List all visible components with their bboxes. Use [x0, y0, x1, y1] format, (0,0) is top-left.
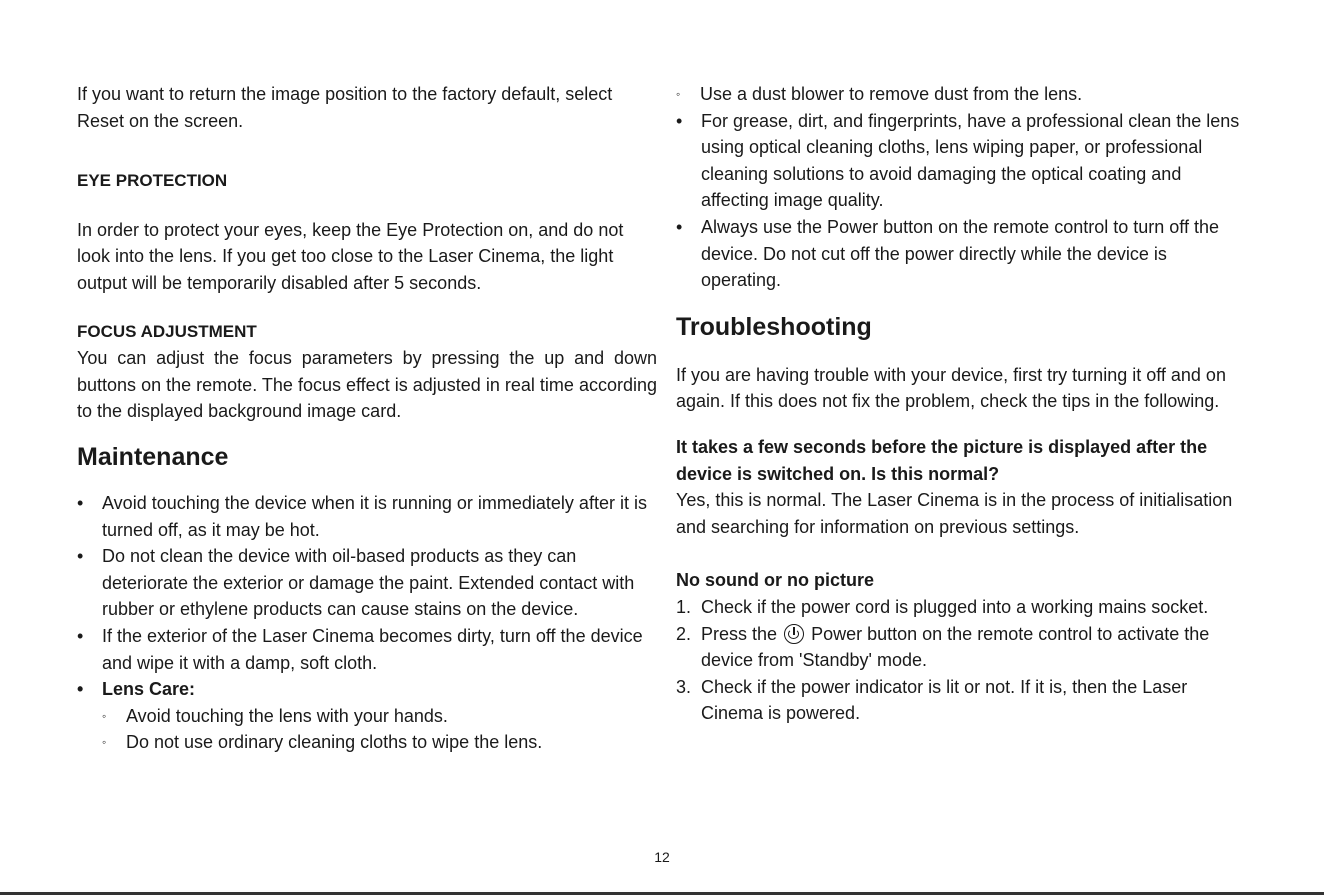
sub-list-item	[77, 703, 657, 730]
step-text: Press the	[701, 623, 778, 644]
sub-list-item	[651, 81, 1246, 108]
sub-bullet-marker: ◦	[676, 87, 681, 101]
intro-paragraph: If you want to return the image position to the factory default, select Reset on the screen.	[77, 84, 613, 131]
step-text: Check if the power cord is plugged into a working mains socket.	[701, 596, 1209, 617]
eye-protection-heading: EYE PROTECTION	[77, 171, 228, 191]
maintenance-list	[77, 490, 657, 703]
lens-care-label: Lens Care:	[102, 679, 196, 700]
no-sound-steps	[676, 594, 1246, 727]
question-startup: It takes a few seconds before the picture is displayed after the device is switched on. Is this normal?	[676, 436, 1208, 484]
list-item-text: Do not clean the device with oil-based products as they can deteriorate the exterior or damage the paint. Extended contact with rubber or ethylene products can cause stains on the device.	[102, 546, 635, 620]
list-item	[77, 623, 657, 676]
sub-list-item	[77, 729, 657, 756]
bullet-marker: •	[676, 110, 683, 131]
lens-care-sublist-continued	[651, 81, 1246, 108]
lens-care-sublist	[77, 703, 657, 756]
list-item	[676, 108, 1246, 214]
list-item	[77, 490, 657, 543]
list-item-text: Do not use ordinary cleaning cloths to wipe the lens.	[126, 732, 543, 753]
right-column	[676, 81, 1246, 727]
step-number: 1.	[676, 596, 692, 617]
step-item	[676, 621, 1246, 674]
list-item-text: Avoid touching the device when it is running or immediately after it is turned off, as it may be hot.	[102, 492, 647, 540]
step-item	[676, 594, 1246, 621]
bullet-marker: •	[77, 546, 84, 567]
power-icon	[784, 624, 804, 644]
step-text: Check if the power indicator is lit or not. If it is, then the Laser Cinema is powered.	[701, 676, 1188, 724]
lens-care-item	[77, 676, 657, 703]
list-item-text: For grease, dirt, and fingerprints, have a professional clean the lens using optical cleaning cloths, lens wiping paper, or professional cleaning solutions to avoid damaging the optical coating and affecting image quality.	[701, 110, 1240, 211]
question-no-sound: No sound or no picture	[676, 570, 874, 591]
sub-bullet-marker: ◦	[102, 735, 107, 750]
list-item-text: Always use the Power button on the remote control to turn off the device. Do not cut off the power directly while the device is operating.	[701, 216, 1219, 291]
troubleshooting-heading: Troubleshooting	[676, 312, 872, 341]
bullet-marker: •	[77, 625, 84, 646]
left-column	[77, 81, 657, 756]
eye-protection-text: In order to protect your eyes, keep the Eye Protection on, and do not look into the lens. If you get too close to the Laser Cinema, the light output will be temporarily disabled after 5 seconds.	[77, 219, 624, 293]
maintenance-list-continued	[676, 108, 1246, 294]
list-item-text: Use a dust blower to remove dust from the lens.	[700, 84, 1083, 104]
list-item	[676, 214, 1246, 294]
troubleshooting-intro: If you are having trouble with your device, first try turning it off and on again. If this does not fix the problem, check the tips in the following.	[676, 364, 1226, 412]
step-item	[676, 674, 1246, 727]
bullet-marker: •	[77, 679, 84, 700]
step-text: Power button on the remote control to activate the device from 'Standby' mode.	[701, 623, 1210, 671]
step-number: 3.	[676, 676, 692, 697]
sub-bullet-marker: ◦	[102, 708, 107, 723]
bullet-marker: •	[676, 216, 683, 237]
page-number: 12	[654, 849, 670, 865]
answer-startup: Yes, this is normal. The Laser Cinema is in the process of initialisation and searching for information on previous settings.	[676, 490, 1233, 537]
list-item-text: Avoid touching the lens with your hands.	[126, 705, 448, 726]
maintenance-heading: Maintenance	[77, 442, 229, 471]
list-item-text: If the exterior of the Laser Cinema becomes dirty, turn off the device and wipe it with a damp, soft cloth.	[102, 625, 643, 673]
focus-adjustment-text: You can adjust the focus parameters by pressing the up and down buttons on the remote. The focus effect is adjusted in real time according to the displayed background image card.	[77, 348, 657, 422]
focus-adjustment-heading: FOCUS ADJUSTMENT	[77, 321, 257, 341]
step-number: 2.	[676, 623, 692, 644]
bullet-marker: •	[77, 492, 84, 513]
list-item	[77, 543, 657, 623]
